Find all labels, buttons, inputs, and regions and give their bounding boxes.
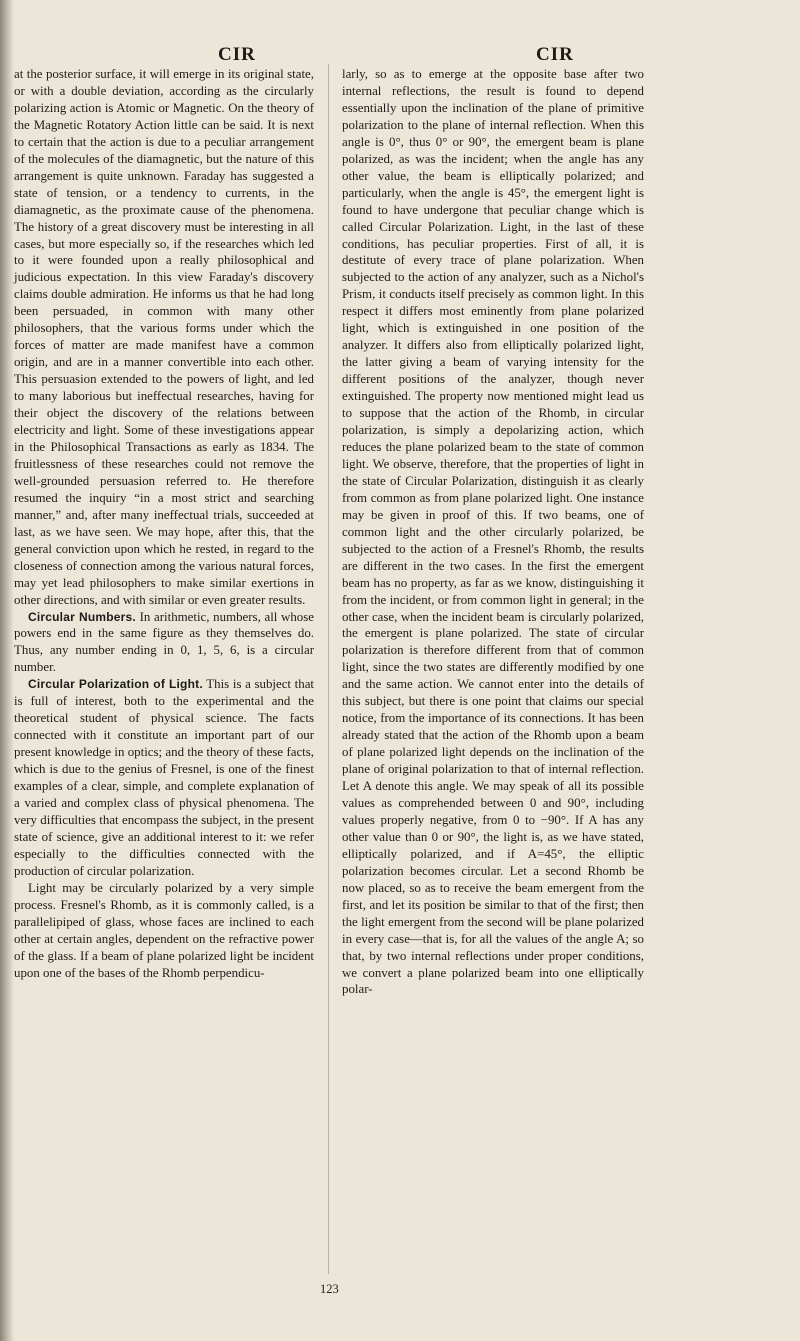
- paragraph: at the posterior surface, it will emerge in its original state, or with a double deviation, according as the circularly polarizing action is Atomic or Magnetic. On the theory of the Magnetic Rotatory Action little can be said. It is next to certain that the action is due to a peculiar arrangement of the molecules of the diamagnetic, but the nature of this arrangement is quite unknown. Faraday has suggested a state of tension, or a tendency to currents, in the diamagnetic, as the proximate cause of the phenomena. The history of a great discovery must be interesting in all cases, but more especially so, if the researches which led to it were founded upon a really philosophical and judicious expectation. In this view Faraday's discovery claims double admiration. He informs us that he had long been persuaded, in common with many other philosophers, that the various forms under which the forces of matter are made manifest have a common origin, and are in a manner convertible into each other. This persuasion extended to the powers of light, and led to many laborious but ineffectual researches, having for their object the discovery of the relations between electricity and light. Some of these investigations appear in the Philosophical Transactions as early as 1834. The fruitlessness of these researches could not remove the well-grounded persuasion referred to. He therefore resumed the inquiry “in a most strict and searching manner,” and, after many ineffectual trials, succeeded at last, as we have seen. We may hope, after this, that the general conviction upon which he rested, in regard to the closeness of connection among the various natural forces, may yet lead philosophers to make similar exertions in other directions, and with similar or even greater results.: [14, 67, 314, 607]
- entry-heading: Circular Polarization of Light.: [28, 677, 203, 692]
- column-divider: [328, 64, 329, 1274]
- running-head-right: CIR: [536, 44, 574, 65]
- entry-circular-numbers: [14, 609, 314, 677]
- right-column: [342, 66, 644, 998]
- entry-body: This is a subject that is full of interest, both to the experimental and the theoretical student of physical science. The facts connected with it constitute an important part of our present knowledge in optics; and the theory of these facts, which is due to the genius of Fresnel, is one of the finest examples of a clear, simple, and complete explanation of a varied and complex class of physical phenomena. The very difficulties that encompass the subject, in the present state of science, give an additional interest to it: we refer especially to the difficulties connected with the production of circular polarization.: [14, 677, 314, 878]
- running-head-left: CIR: [218, 44, 256, 65]
- paragraph: Light may be circularly polarized by a very simple process. Fresnel's Rhomb, as it is commonly called, is a parallelipiped of glass, whose faces are inclined to each other at certain angles, dependent on the refractive power of the glass. If a beam of plane polarized light be incident upon one of the bases of the Rhomb perpendicu-: [14, 880, 314, 980]
- binding-shadow: [0, 0, 14, 1341]
- entry-heading: Circular Numbers.: [28, 609, 136, 624]
- entry-circular-polarization: [14, 676, 314, 879]
- entry-body: In arithmetic, numbers, all whose powers end in the same figure as they themselves do. Thus, any number ending in 0, 1, 5, 6, is a circular number.: [14, 609, 314, 675]
- paragraph: larly, so as to emerge at the opposite base after two internal reflections, the result is found to depend essentially upon the inclination of the plane of primitive polarization to the plane of internal reflection. When this angle is 0°, thus 0° or 90°, the emergent beam is plane polarized, as was the incident; when the angle has any other value, the beam is elliptically polarized; and particularly, when the angle is 45°, the emergent light is found to have undergone that peculiar change which is called Circular Polarization. Light, in the last of these conditions, has peculiar properties. First of all, it is destitute of every trace of plane polarization. When subjected to the action of any analyzer, such as a Nichol's Prism, it conducts itself precisely as common light. In this respect it differs most eminently from plane polarized light, which is extinguished in one position of the analyzer. It differs also from elliptically polarized light, the latter giving a beam of varying intensity for the different positions of the analyzer, though never extinguished. The property now mentioned might lead us to suppose that the action of the Rhomb, in circular polarization, is simply a depolarizing action, which reduces the plane polarized beam to the state of common light. We observe, therefore, that the properties of light in the state of Circular Polarization, distinguish it as clearly from common as from plane polarized light. One instance may be given in proof of this. If two beams, one of common light and the other circularly polarized, be subjected to the action of a Fresnel's Rhomb, the results are different in the two cases. In the first the emergent beam has no property, as far as we know, distinguishing it from the incident, or from common light in general; in the other case, when the incident beam is circularly polarized, the emergent is plane polarized. The state of circular polarization is therefore different from that of common light, since the two states are differently modified by one and the same action. We cannot enter into the details of this subject, but there is one point that claims our special notice, from the importance of its connections. It has been already stated that the action of the Rhomb upon a beam of plane polarized light depends on the inclination of the plane of original polarization to that of internal reflection. Let A denote this angle. We may speak of all its possible values as comprehended between 0 and 90°, including values properly negative, from 0 to −90°. If A has any other value than 0 or 90°, the light is, as we have stated, elliptically polarized, and if A=45°, the elliptic polarization becomes circular. Let a second Rhomb be now placed, so as to receive the beam emergent from the first, and let its position be similar to that of the first; then the light emergent from the second will be plane polarized in every case—that is, for all the values of the angle A; so that, by two internal reflections under proper conditions, we convert a plane polarized beam into one elliptically polar-: [342, 67, 644, 997]
- left-column: [14, 66, 314, 981]
- page-number: 123: [320, 1282, 339, 1296]
